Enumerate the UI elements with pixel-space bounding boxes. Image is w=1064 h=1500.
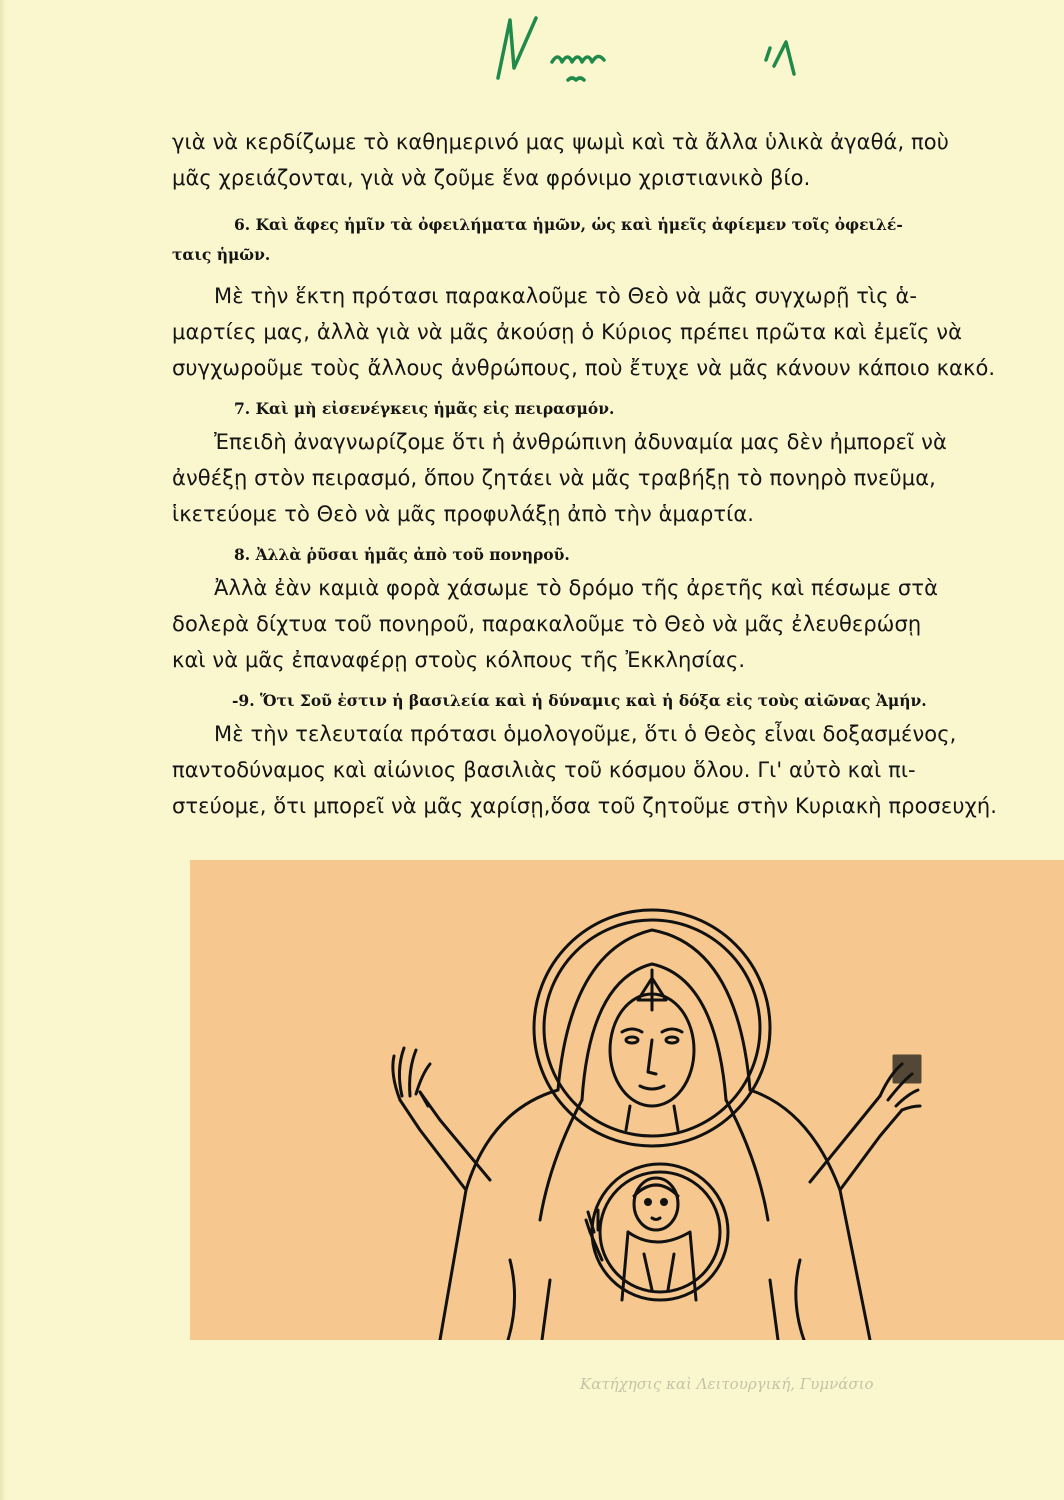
theotokos-orans-icon: [190, 860, 1064, 1340]
text-line: στεύομε, ὅτι μπορεῖ νὰ μᾶς χαρίσῃ,ὅσα τοῦ ζητοῦμε στὴν Κυριακὴ προσευχή.: [172, 794, 998, 818]
text-line: ἱκετεύομε τὸ Θεὸ νὰ μᾶς προφυλάξῃ ἀπὸ τὴν ἁμαρτία.: [172, 502, 755, 526]
heading-petition-7: 7. Καὶ μὴ εἰσενέγκεις ἡμᾶς εἰς πειρασμόν.: [234, 399, 615, 418]
heading-petition-6: [172, 210, 1064, 270]
page-edge: [0, 0, 6, 1500]
text-line: Ἐπειδὴ ἀναγνωρίζομε ὅτι ἡ ἀνθρώπινη ἀδυναμία μας δὲν ἠμπορεῖ νὰ: [214, 430, 947, 454]
text-line: καὶ νὰ μᾶς ἐπαναφέρῃ στοὺς κόλπους τῆς Ἐκκλησίας.: [172, 648, 746, 672]
paragraph-8: [172, 570, 1064, 678]
text-line: μαρτίες μας, ἀλλὰ γιὰ νὰ μᾶς ἀκούσῃ ὁ Κύριος πρέπει πρῶτα καὶ ἐμεῖς νὰ: [172, 320, 963, 344]
paragraph-7: [172, 424, 1064, 532]
paragraph-intro: [172, 124, 1064, 196]
handwritten-annotation: [470, 8, 830, 88]
heading-line: ταις ἡμῶν.: [172, 245, 271, 264]
text-body: [172, 124, 1064, 824]
text-line: ἀνθέξῃ στὸν πειρασμό, ὅπου ζητάει νὰ μᾶς τραβήξῃ τὸ πονηρὸ πνεῦμα,: [172, 466, 936, 490]
text-line: Μὲ τὴν τελευταία πρότασι ὁμολογοῦμε, ὅτι ὁ Θεὸς εἶναι δοξασμένος,: [214, 722, 957, 746]
text-line: συγχωροῦμε τοὺς ἄλλους ἀνθρώπους, ποὺ ἔτυχε νὰ μᾶς κάνουν κάποιο κακό.: [172, 356, 996, 380]
paragraph-6: [172, 278, 1064, 386]
heading-petition-8: 8. Ἀλλὰ ῥῦσαι ἡμᾶς ἀπὸ τοῦ πονηροῦ.: [234, 545, 570, 564]
text-line: Ἀλλὰ ἐὰν καμιὰ φορὰ χάσωμε τὸ δρόμο τῆς ἀρετῆς καὶ πέσωμε στὰ: [214, 576, 939, 600]
text-line: μᾶς χρειάζονται, γιὰ νὰ ζοῦμε ἕνα φρόνιμο χριστιανικὸ βίο.: [172, 166, 811, 190]
text-line: δολερὰ δίχτυα τοῦ πονηροῦ, παρακαλοῦμε τὸ Θεὸ νὰ μᾶς ἐλευθερώσῃ: [172, 612, 922, 636]
text-line: γιὰ νὰ κερδίζωμε τὸ καθημερινό μας ψωμὶ καὶ τὰ ἄλλα ὑλικὰ ἀγαθά, ποὺ: [172, 130, 949, 154]
paragraph-9: [172, 716, 1064, 824]
text-line: παντοδύναμος καὶ αἰώνιος βασιλιὰς τοῦ κόσμου ὅλου. Γι' αὐτὸ καὶ πι-: [172, 758, 916, 782]
heading-line: 6. Καὶ ἄφες ἡμῖν τὰ ὀφειλήματα ἡμῶν, ὡς καὶ ἡμεῖς ἀφίεμεν τοῖς ὀφειλέ-: [234, 215, 903, 234]
illustration-panel: [190, 860, 1064, 1340]
heading-petition-9: -9. Ὅτι Σοῦ ἐστιν ἡ βασιλεία καὶ ἡ δύναμις καὶ ἡ δόξα εἰς τοὺς αἰῶνας Ἀμήν.: [232, 691, 927, 710]
text-line: Μὲ τὴν ἕκτη πρότασι παρακαλοῦμε τὸ Θεὸ νὰ μᾶς συγχωρῇ τὶς ἁ-: [214, 284, 918, 308]
bleedthrough-footer: Κατήχησις καὶ Λειτουργική, Γυμνάσιο: [580, 1375, 874, 1393]
